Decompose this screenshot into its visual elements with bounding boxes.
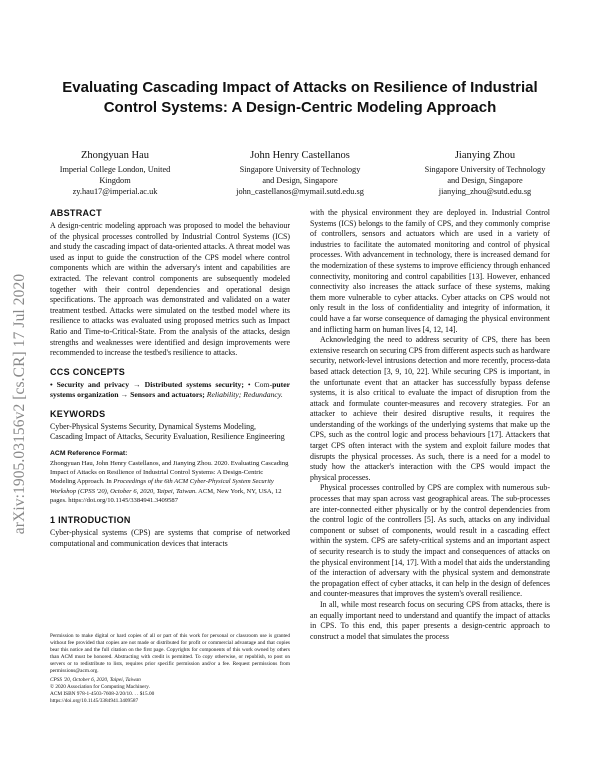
introduction-text: Cyber-physical systems (CPS) are systems that comprise of networked computational and communication devices that interacts <box>50 527 290 548</box>
arxiv-identifier <box>8 212 32 597</box>
ccs-concept: Reliability; Redundancy. <box>204 390 283 400</box>
author-email: jianying_zhou@sutd.edu.sg <box>438 187 532 196</box>
ccs-text <box>50 380 290 401</box>
arxiv-id-text: arXiv:1905.03156v2 [cs.CR] 17 Jul 2020 <box>11 273 28 535</box>
ccs-separator: • Com- <box>243 379 273 389</box>
reference-part: ACM, New York, NY, USA, 12 pages. https://doi.org/10.1145/3384941.3409587 <box>50 487 282 504</box>
author-name: Zhongyuan Hau <box>81 150 149 161</box>
ccs-concept: puter systems organization → Sensors and actuators; <box>50 379 291 400</box>
author-3 <box>410 149 560 197</box>
abstract-text: A design-centric modeling approach was proposed to model the behaviour of the physical processes controlled by Industrial Control Systems (ICS) and study the cascading impact of data-oriented attacks. A threat model was used as input to guide the construction of the CPS model where control components which are within the adversary's intent and capabilities are extracted. The relevant control components are subsequently modeled together with their control dependencies and operational design specifications. The approach was demonstrated and validated on a water treatment testbed. Attacks were simulated on the testbed model where its resilience to attacks was evaluated using proposed metrics such as Impact Ratio and Time-to-Critical-State. From the analysis of the attacks, design strengths and weaknesses were identified and design improvements were recommended to increase the testbed's resilience to attacks. <box>50 221 290 358</box>
author-affiliation: Imperial College London, United <box>59 165 171 174</box>
ccs-heading: CCS CONCEPTS <box>50 366 126 377</box>
author-affiliation: Singapore University of Technology <box>239 165 361 174</box>
author-block <box>40 149 560 201</box>
acm-reference-heading: ACM Reference Format: <box>50 449 128 457</box>
author-affiliation: Kingdom <box>99 176 131 185</box>
author-affiliation: and Design, Singapore <box>447 176 523 185</box>
isbn-line: ACM ISBN 978-1-4503-7608-2/20/10. . . $15.00 <box>50 691 155 698</box>
acm-reference-text <box>50 459 290 505</box>
author-email: john_castellanos@mymail.sutd.edu.sg <box>236 187 364 196</box>
author-email: zy.hau17@imperial.ac.uk <box>72 187 158 196</box>
introduction-heading: 1 INTRODUCTION <box>50 514 131 525</box>
right-column <box>310 208 550 642</box>
permission-notice <box>50 633 290 705</box>
reference-part: Zhongyuan Hau, John Henry Castellanos, and Jianying Zhou. 2020. Evaluating Cascading Impact of Attacks on Resilience of Industrial Control Systems: A Design-Centric Modeling Approach. In <box>50 459 289 486</box>
paragraph: In all, while most research focus on securing CPS from attacks, there is an equally important need to understand and quantify the impact of attacks in CPS. To this end, this paper presents a design-centric approach to construct a model that simulates the process <box>310 599 550 641</box>
reference-venue: Proceedings of the 6th ACM Cyber-Physical System Security Workshop (CPSS '20), October 6, 2020, Taipei, Taiwan. <box>50 478 274 495</box>
abstract-heading: ABSTRACT <box>50 208 102 218</box>
paragraph: with the physical environment they are deployed in. Industrial Control Systems (ICS) belongs to the family of CPS, and they commonly comprise of controllers, sensors and actuators which are used in a variety of industries to facilitate the automated monitoring and control of physical processes. With advancement in technology, there is increased demand for the modernization of these systems to improve efficiency through enhanced connectivity, monitoring and control capabilities [13]. However, enhanced connectivity also increases the attack surface of these systems, making them more vulnerable to cyber attacks. Cyber attacks on CPS would not only result in the loss of confidentiality and integrity of information, it could have a far worse consequence of damaging the physical environment and inflicting harm on human lives [4, 12, 14]. <box>310 208 550 334</box>
copyright-line: © 2020 Association for Computing Machinery. <box>50 684 150 691</box>
left-column <box>50 208 290 549</box>
doi-link[interactable]: https://doi.org/10.1145/3384941.3409587 <box>50 698 139 705</box>
author-2 <box>210 149 390 197</box>
paragraph: Physical processes controlled by CPS are complex with numerous sub-processes that may span across vast geographical areas. The sub-processes are inter-connected either physically or by the control dependencies from the control logic of the controllers [5]. As such, attacks on any individual component or subset of components, would result in a cascading effect within the system. CPS are safety-critical systems and an important aspect of security research is to study the impact and consequences of attacks on the physical environment [14, 17]. With a model that aids the understanding of the interaction of adversary with the physical system and demonstrate the propagation effect of cyber attacks, it can help in the design of defences and counter-measures that improves the system's overall resilience. <box>310 483 550 599</box>
author-name: Jianying Zhou <box>454 150 516 161</box>
permission-text: Permission to make digital or hard copies of all or part of this work for personal or classroom use is granted without fee provided that copies are not made or distributed for profit or commercial advantage and that copies bear this notice and the full citation on the first page. Copyrights for components of this work owned by others than ACM must be honored. Abstracting with credit is permitted. To copy otherwise, or republish, to post on servers or to redistribute to lists, requires prior specific permission and/or a fee. Request permissions from permissions@acm.org. <box>50 633 290 675</box>
author-name: John Henry Castellanos <box>250 150 350 161</box>
ccs-concept: • Security and privacy → Distributed systems security; <box>50 379 244 389</box>
author-affiliation: and Design, Singapore <box>262 176 338 185</box>
author-affiliation: Singapore University of Technology <box>424 165 546 174</box>
paragraph: Acknowledging the need to address security of CPS, there has been extensive research on securing CPS from different aspects such as hardware security, network-level intrusions detection and more recently, process-data based attack detection [3, 9, 10, 22]. While securing CPS is important, in the unfortunate event that an attacker has successfully bypass defense systems, it is also critical to evaluate the impact of disruption from the attack and formulate counter-measures and recovery strategies. For an attacker to achieve their desired disruptive results, it requires the understanding of the workings of the underlying systems that make up the CPS, such as the control logic and process behaviours [17]. Attackers that target CPS often interact with the system and exploit failure modes that disrupts the physical processes. As such, there is a need for a model to study how the attacker's interaction with the CPS would impact the physical processes. <box>310 335 550 482</box>
conference-line: CPSS '20, October 6, 2020, Taipei, Taiwan <box>50 677 141 684</box>
author-1 <box>40 149 190 197</box>
keywords-heading: KEYWORDS <box>50 408 106 419</box>
paper-title: Evaluating Cascading Impact of Attacks on Resilience of Industrial Control Systems: A Design-Centric Modeling Approach <box>62 79 538 116</box>
keywords-text: Cyber-Physical Systems Security, Dynamical Systems Modeling, Cascading Impact of Attacks, Security Evaluation, Resilience Engineering <box>50 421 285 442</box>
